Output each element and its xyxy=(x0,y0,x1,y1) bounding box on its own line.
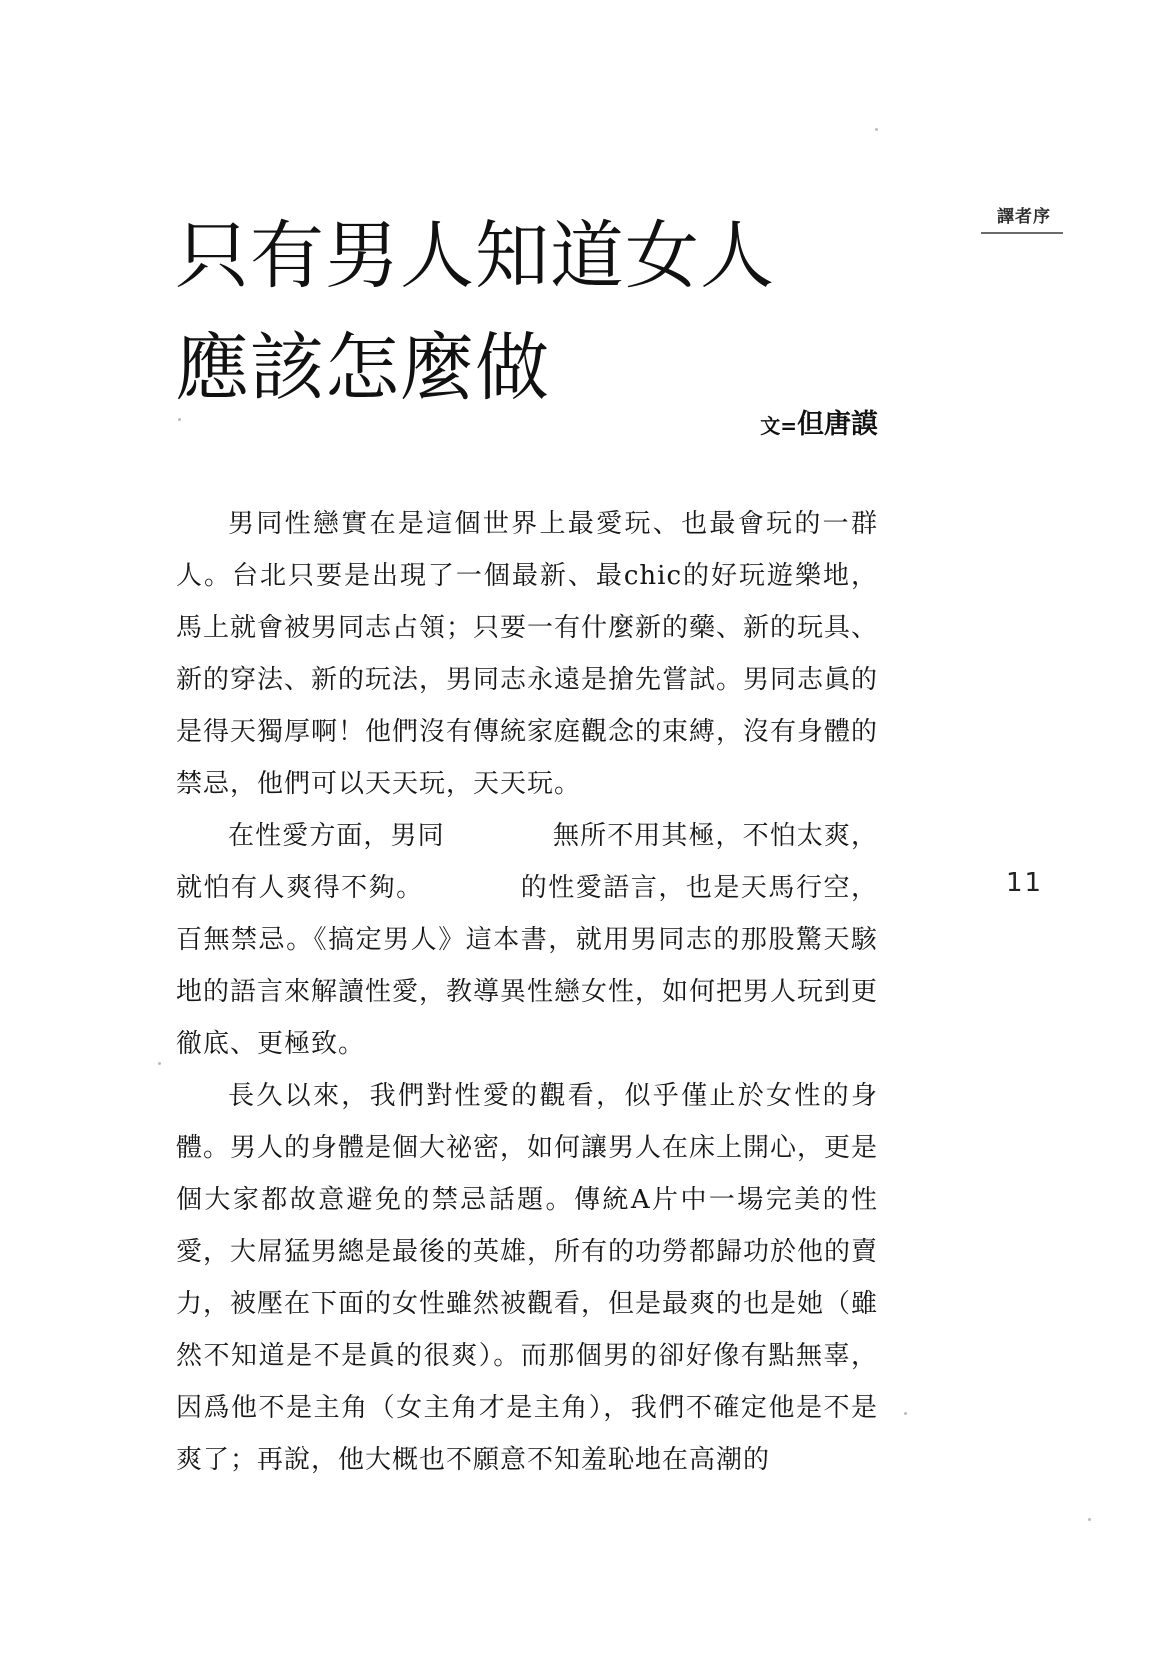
scan-speck xyxy=(1088,1518,1091,1521)
section-label-underline xyxy=(981,232,1063,234)
scan-speck xyxy=(178,418,181,421)
author-name: 但唐謨 xyxy=(797,409,878,440)
page-number: 11 xyxy=(1006,868,1044,898)
chapter-title-line-1: 只有男人知道女人 xyxy=(175,213,775,299)
chapter-title-line-2: 應該怎麼做 xyxy=(175,325,550,411)
scan-speck xyxy=(904,1412,907,1415)
scan-speck xyxy=(875,128,878,131)
paragraph-3: 長久以來，我們對性愛的觀看，似乎僅止於女性的身體。男人的身體是個大祕密，如何讓男人在床上開心，更是個大家都故意避免的禁忌話題。傳統A片中一場完美的性愛，大屌猛男總是最後的英雄，所有的功勞都歸功於他的賣力，被壓在下面的女性雖然被觀看，但是最爽的也是她（雖然不知道是不是眞的很爽）。而那個男的卻好像有點無辜，因爲他不是主角（女主角才是主角），我們不確定他是不是爽了；再說，他大概也不願意不知羞恥地在高潮的 xyxy=(176,1081,879,1475)
chapter-title xyxy=(175,200,775,424)
paragraph-1: 男同性戀實在是這個世界上最愛玩、也最會玩的一群人。台北只要是出現了一個最新、最chic的好玩遊樂地，馬上就會被男同志占領；只要一有什麼新的藥、新的玩具、新的穿法、新的玩法，男同志永遠是搶先嘗試。男同志眞的是得天獨厚啊！他們沒有傳統家庭觀念的束縛，沒有身體的禁忌，他們可以天天玩，天天玩。 xyxy=(176,509,879,799)
section-label: 譯者序 xyxy=(997,207,1051,227)
author-byline xyxy=(600,402,878,441)
author-prefix: 文= xyxy=(760,414,797,438)
scan-speck xyxy=(158,1062,161,1065)
body-text xyxy=(176,498,878,1486)
paragraph-2: 在性愛方面，男同 無所不用其極，不怕太爽，就怕有人爽得不夠。 的性愛語言，也是天馬行空，百無禁忌。《搞定男人》這本書，就用男同志的那股驚天駭地的語言來解讀性愛，教導異性戀女性，如何把男人玩到更徹底、更極致。 xyxy=(176,821,879,1059)
